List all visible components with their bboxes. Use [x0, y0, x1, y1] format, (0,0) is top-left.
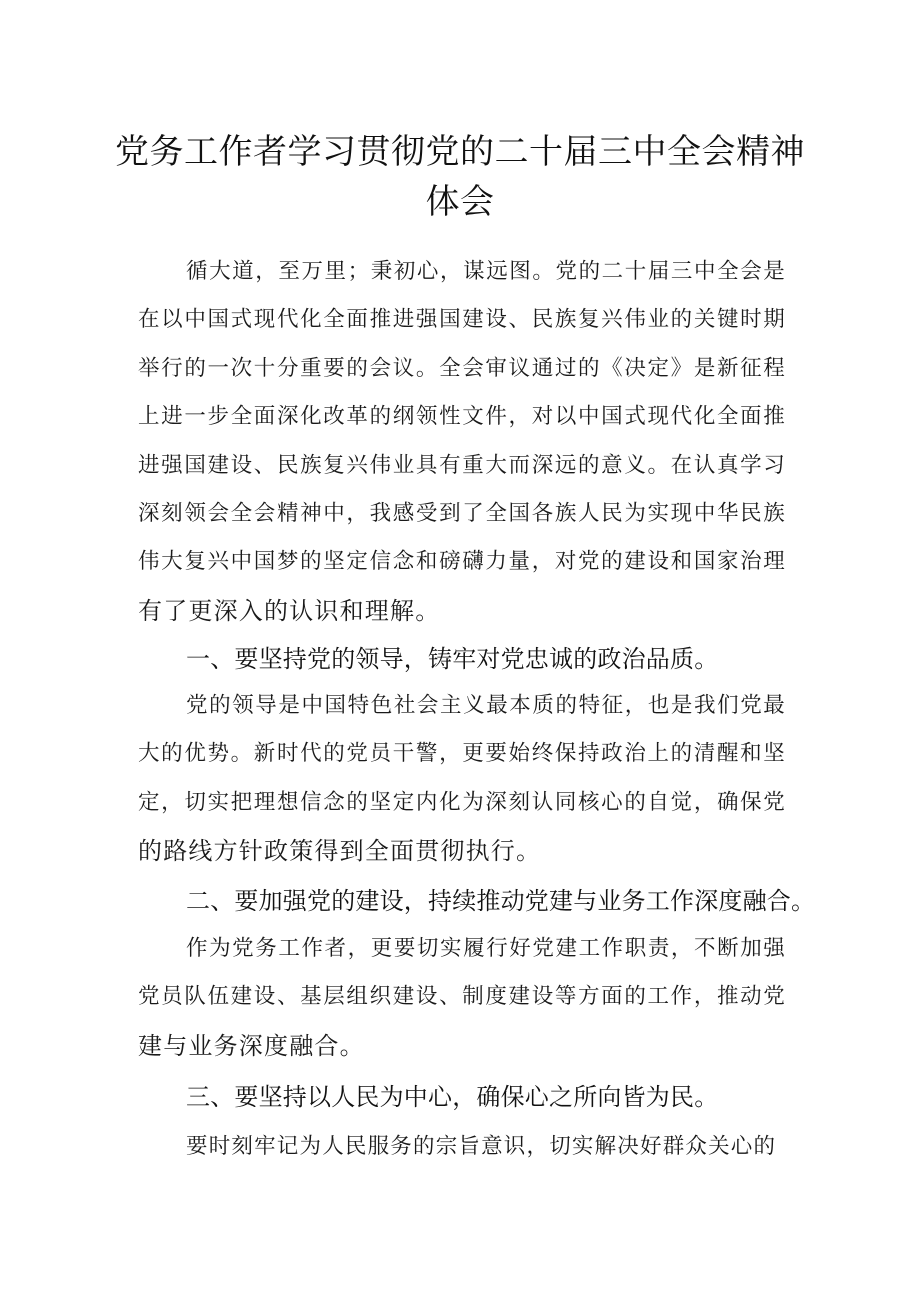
section-heading-3: 三、要坚持以人民为中心，确保心之所向皆为民。 — [186, 1083, 719, 1111]
paragraph-line: 深刻领会全会精神中，我感受到了全国各族人民为实现中华民族 — [138, 500, 786, 526]
paragraph-line: 的路线方针政策得到全面贯彻执行。 — [138, 837, 542, 866]
intro-paragraph — [138, 248, 786, 635]
paragraph-line: 建与业务深度融合。 — [138, 1031, 365, 1060]
section-heading-2: 二、要加强党的建设，持续推动党建与业务工作深度融合。 — [186, 887, 816, 915]
paragraph-line: 伟大复兴中国梦的坚定信念和磅礴力量，对党的建设和国家治理 — [138, 549, 786, 575]
paragraph-line: 进强国建设、民族复兴伟业具有重大而深远的意义。在认真学习 — [138, 452, 786, 478]
section-2-paragraph — [138, 925, 786, 1070]
section-3-paragraph — [138, 1123, 786, 1171]
paragraph-line: 上进一步全面深化改革的纲领性文件，对以中国式现代化全面推 — [138, 404, 786, 430]
paragraph-line: 要时刻牢记为人民服务的宗旨意识，切实解决好群众关心的 — [186, 1134, 777, 1159]
document-title-line-1: 党务工作者学习贯彻党的二十届三中全会精神 — [115, 132, 805, 172]
section-heading-1: 一、要坚持党的领导，铸牢对党忠诚的政治品质。 — [186, 645, 719, 673]
paragraph-line: 循大道，至万里；秉初心，谋远图。党的二十届三中全会是 — [186, 259, 786, 284]
section-1-paragraph — [138, 682, 786, 876]
paragraph-line: 在以中国式现代化全面推进强国建设、民族复兴伟业的关键时期 — [138, 307, 786, 333]
paragraph-line: 大的优势。新时代的党员干警，更要始终保持政治上的清醒和坚 — [138, 741, 786, 767]
paragraph-line: 党的领导是中国特色社会主义最本质的特征，也是我们党最 — [186, 693, 786, 718]
paragraph-line: 党员队伍建设、基层组织建设、制度建设等方面的工作，推动党 — [138, 984, 786, 1010]
paragraph-line: 定，切实把理想信念的坚定内化为深刻认同核心的自觉，确保党 — [138, 789, 786, 815]
paragraph-line: 举行的一次十分重要的会议。全会审议通过的《决定》是新征程 — [138, 355, 786, 381]
paragraph-line: 作为党务工作者，更要切实履行好党建工作职责，不断加强 — [186, 936, 786, 961]
paragraph-line: 有了更深入的认识和理解。 — [138, 596, 441, 625]
document-title-line-2: 体会 — [425, 182, 495, 222]
